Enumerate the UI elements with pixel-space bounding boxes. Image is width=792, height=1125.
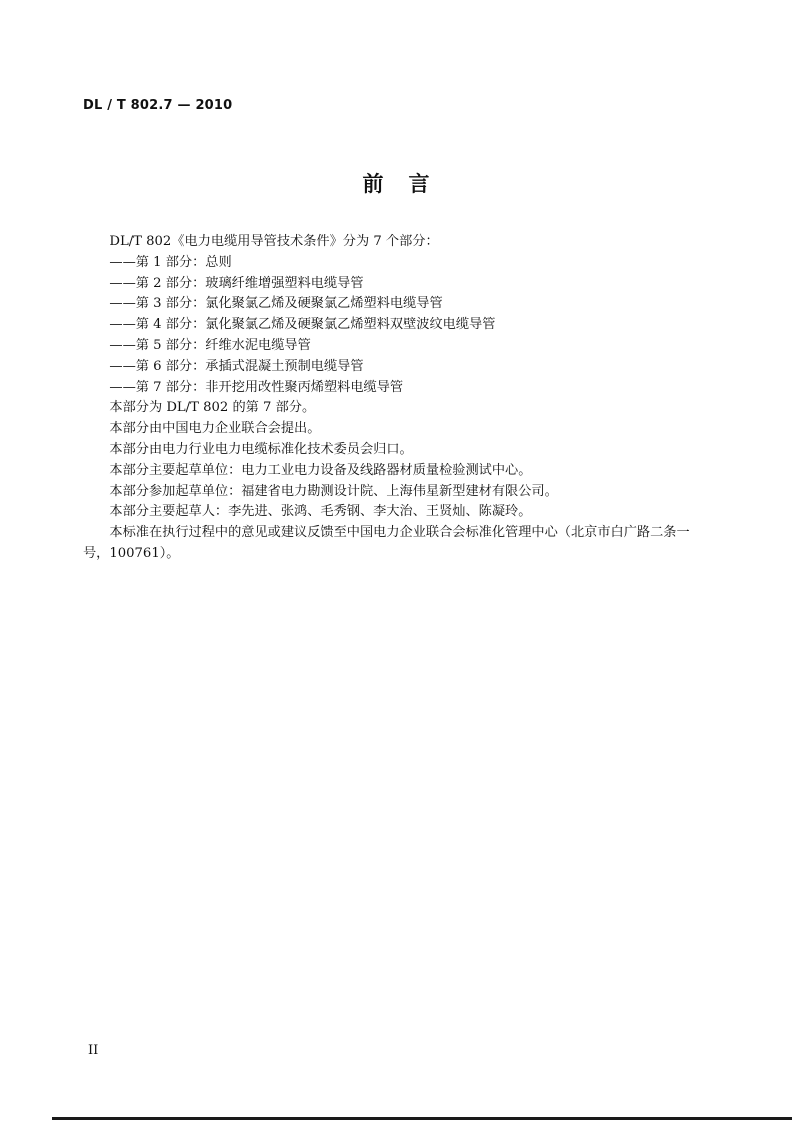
list-item-part-2: ——第 2 部分：玻璃纤维增强塑料电缆导管: [109, 275, 364, 291]
paragraph-main-drafting-unit: 本部分主要起草单位：电力工业电力设备及线路器材质量检验测试中心。: [109, 462, 532, 478]
document-code: DL / T 802.7 — 2010: [83, 98, 233, 113]
list-item-part-4: ——第 4 部分：氯化聚氯乙烯及硬聚氯乙烯塑料双壁波纹电缆导管: [109, 317, 496, 333]
paragraph-participating-units: 本部分参加起草单位：福建省电力勘测设计院、上海伟星新型建材有限公司。: [109, 483, 558, 499]
paragraph-proposed-by: 本部分由中国电力企业联合会提出。: [109, 421, 321, 437]
list-item-part-1: ——第 1 部分：总则: [109, 254, 232, 270]
foreword-body: [83, 232, 715, 565]
paragraph-part-statement: 本部分为 DL/T 802 的第 7 部分。: [109, 400, 316, 416]
paragraph-intro: DL/T 802《电力电缆用导管技术条件》分为 7 个部分：: [109, 234, 439, 249]
list-item-part-6: ——第 6 部分：承插式混凝土预制电缆导管: [109, 358, 364, 374]
list-item-part-5: ——第 5 部分：纤维水泥电缆导管: [109, 337, 311, 353]
page-title: 前言: [362, 172, 455, 196]
page-number: II: [88, 1043, 99, 1058]
list-item-part-3: ——第 3 部分：氯化聚氯乙烯及硬聚氯乙烯塑料电缆导管: [109, 296, 443, 312]
paragraph-centralized-by: 本部分由电力行业电力电缆标准化技术委员会归口。: [109, 441, 413, 457]
list-item-part-7: ——第 7 部分：非开挖用改性聚丙烯塑料电缆导管: [109, 379, 404, 395]
paragraph-feedback: 本标准在执行过程中的意见或建议反馈至中国电力企业联合会标准化管理中心（北京市白广路二条一号，100761）。: [83, 525, 690, 561]
paragraph-main-drafters: 本部分主要起草人：李先进、张鸿、毛秀钢、李大治、王贤灿、陈凝玲。: [109, 504, 532, 520]
bottom-divider: [52, 1117, 792, 1120]
